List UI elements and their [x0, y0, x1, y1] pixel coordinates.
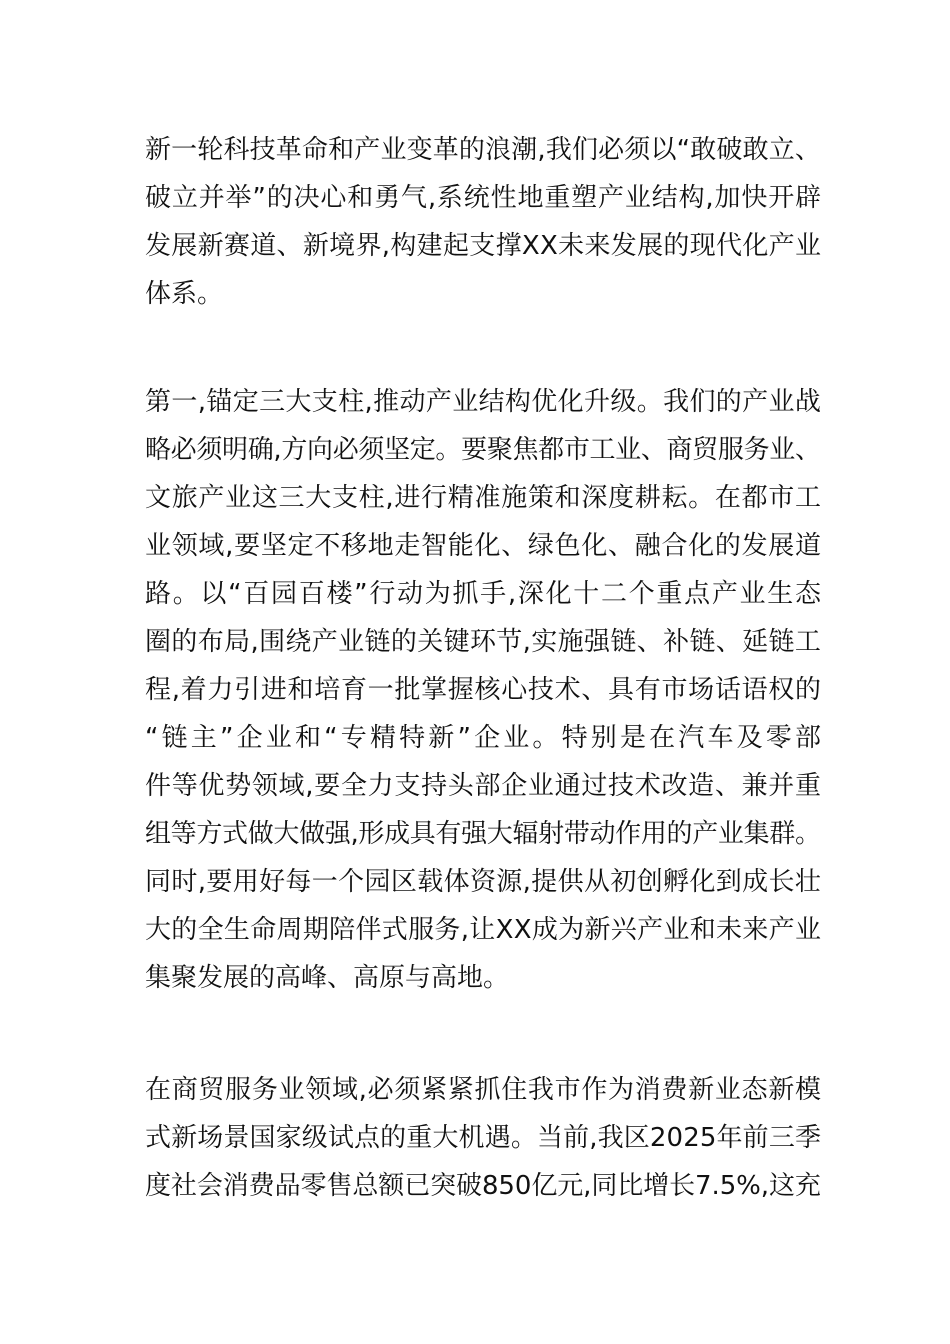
paragraph-2-line: 第一,锚定三大支柱,推动产业结构优化升级。我们的产业战 [145, 387, 822, 417]
paragraph-1-line: 发展新赛道、新境界,构建起支撑XX未来发展的现代化产业 [145, 231, 822, 261]
paragraph-1-line: 体系。 [145, 279, 224, 309]
paragraph-2-line: 集聚发展的高峰、高原与高地。 [145, 963, 510, 993]
paragraph-3-line: 在商贸服务业领域,必须紧紧抓住我市作为消费新业态新模 [145, 1075, 822, 1105]
paragraph-1-line: 新一轮科技革命和产业变革的浪潮,我们必须以“敢破敢立、 [145, 135, 822, 165]
paragraph-2-line: 程,着力引进和培育一批掌握核心技术、具有市场话语权的 [145, 675, 822, 705]
paragraph-2-line: 略必须明确,方向必须坚定。要聚焦都市工业、商贸服务业、 [145, 435, 821, 465]
paragraph-3-line: 度社会消费品零售总额已突破850亿元,同比增长7.5%,这充 [145, 1171, 821, 1201]
paragraph-2-line: 圈的布局,围绕产业链的关键环节,实施强链、补链、延链工 [145, 627, 822, 657]
paragraph-3-line: 式新场景国家级试点的重大机遇。当前,我区2025年前三季 [145, 1123, 822, 1153]
paragraph-2-line: 件等优势领域,要全力支持头部企业通过技术改造、兼并重 [145, 771, 822, 801]
paragraph-2-line: 文旅产业这三大支柱,进行精准施策和深度耕耘。在都市工 [145, 483, 822, 513]
paragraph-1-line: 破立并举”的决心和勇气,系统性地重塑产业结构,加快开辟 [145, 183, 822, 213]
paragraph-2-line: 同时,要用好每一个园区载体资源,提供从初创孵化到成长壮 [145, 867, 822, 897]
paragraph-2-line: 业领域,要坚定不移地走智能化、绿色化、融合化的发展道 [145, 531, 822, 561]
paragraph-2-line: 路。以“百园百楼”行动为抓手,深化十二个重点产业生态 [145, 579, 823, 609]
paragraph-2-line: 组等方式做大做强,形成具有强大辐射带动作用的产业集群。 [145, 819, 821, 849]
paragraph-2-line: “链主”企业和“专精特新”企业。特别是在汽车及零部 [145, 723, 825, 753]
paragraph-2-line: 大的全生命周期陪伴式服务,让XX成为新兴产业和未来产业 [145, 915, 822, 945]
